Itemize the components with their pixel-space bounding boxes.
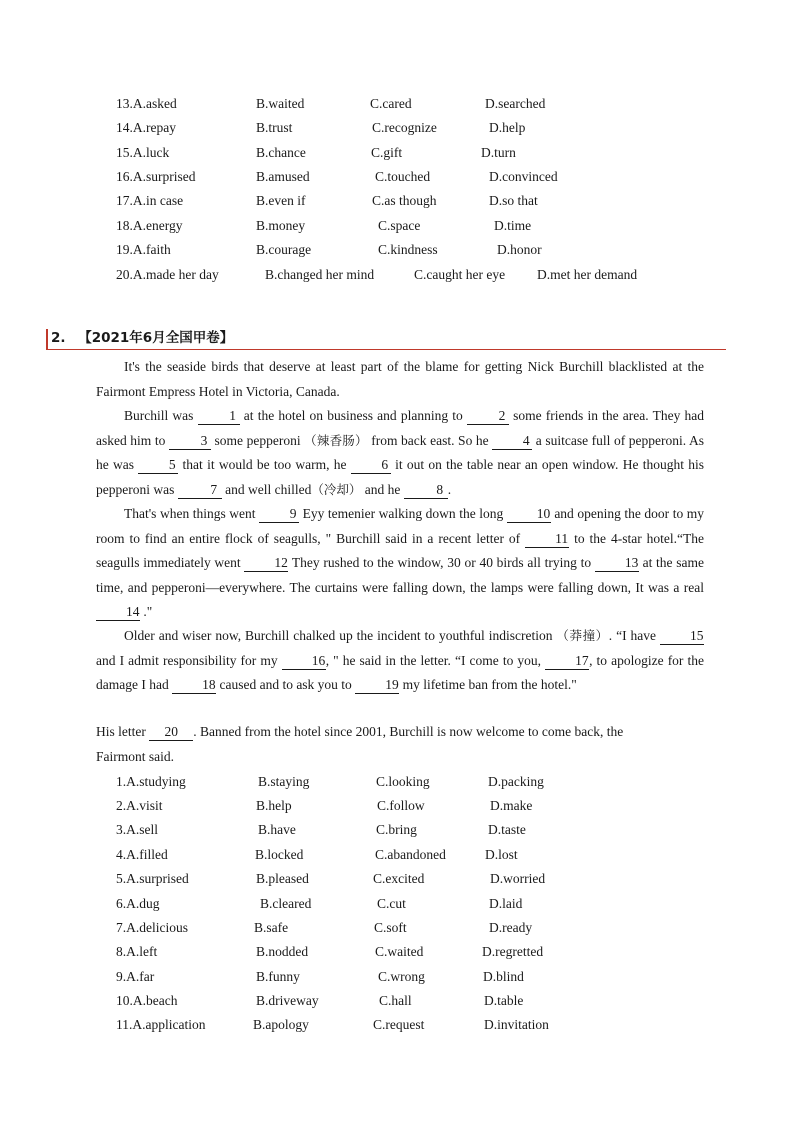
option-a: 8.A.left — [116, 944, 158, 959]
option-b: B.money — [256, 218, 306, 233]
paragraph-4: Older and wiser now, Burchill chalked up the incident to youthful indiscretion （莽撞）. “I have 15 and I admit responsibility for my 16, " he said in the letter. “I come to you, 17, to apologize for the damage I had 18 caused and to ask you to 19 my lifetime ban from the hotel." — [96, 628, 705, 692]
option-d: D.lost — [485, 847, 518, 862]
option-c: C.looking — [376, 774, 430, 789]
blank-3[interactable]: 3 — [169, 432, 211, 450]
option-a: 16.A.surprised — [116, 169, 196, 184]
option-a: 11.A.application — [116, 1017, 206, 1032]
option-b: B.changed her mind — [265, 267, 375, 282]
option-b: B.have — [258, 822, 296, 837]
blank-11[interactable]: 11 — [525, 530, 569, 548]
option-a: 18.A.energy — [116, 218, 183, 233]
blank-13[interactable]: 13 — [595, 554, 639, 572]
option-a: 5.A.surprised — [116, 871, 189, 886]
option-d: D.worried — [490, 871, 546, 886]
option-a: 4.A.filled — [116, 847, 168, 862]
option-c: C.as though — [372, 193, 437, 208]
option-b: B.driveway — [256, 993, 319, 1008]
blank-1[interactable]: 1 — [198, 407, 240, 425]
option-d: D.honor — [497, 242, 542, 257]
option-a: 3.A.sell — [116, 822, 158, 837]
paragraph-5-line-2: Fairmont said. — [96, 749, 174, 764]
blank-15[interactable]: 15 — [660, 627, 704, 645]
section-title: 【2021年6月全国甲卷】 — [78, 330, 234, 346]
option-c: C.recognize — [372, 120, 437, 135]
option-c: C.gift — [371, 145, 403, 160]
paragraph-2: Burchill was 1 at the hotel on business and planning to 2 some friends in the area. They had asked him to 3 some pepperoni （辣香肠） from back east. So he 4 a suitcase full of pepperoni. As he was 5 that it would be too warm, he 6 it out on the table near an open window. He thought his pepperoni was 7 and well chilled（冷却） and he 8 . — [96, 408, 704, 497]
option-a: 19.A.faith — [116, 242, 171, 257]
option-a: 20.A.made her day — [116, 267, 219, 282]
option-a: 15.A.luck — [116, 145, 170, 160]
option-c: C.soft — [374, 920, 407, 935]
option-d: D.ready — [489, 920, 533, 935]
option-d: D.table — [484, 993, 524, 1008]
blank-12[interactable]: 12 — [244, 554, 288, 572]
option-c: C.abandoned — [375, 847, 446, 862]
option-c: C.kindness — [378, 242, 438, 257]
option-b: B.even if — [256, 193, 306, 208]
option-b: B.help — [256, 798, 292, 813]
section-number: 2. — [51, 330, 66, 346]
option-c: C.excited — [373, 871, 425, 886]
option-d: D.taste — [488, 822, 526, 837]
option-a: 13.A.asked — [116, 96, 177, 111]
blank-5[interactable]: 5 — [138, 456, 178, 474]
option-d: D.convinced — [489, 169, 558, 184]
option-a: 14.A.repay — [116, 120, 176, 135]
option-b: B.funny — [256, 969, 300, 984]
blank-20[interactable]: 20 — [149, 723, 193, 741]
option-b: B.nodded — [256, 944, 309, 959]
option-d: D.make — [490, 798, 533, 813]
option-b: B.safe — [254, 920, 289, 935]
option-a: 10.A.beach — [116, 993, 178, 1008]
option-c: C.wrong — [378, 969, 425, 984]
option-d: D.blind — [483, 969, 524, 984]
option-a: 9.A.far — [116, 969, 155, 984]
option-b: B.locked — [255, 847, 304, 862]
option-c: C.waited — [375, 944, 424, 959]
option-b: B.amused — [256, 169, 310, 184]
option-c: C.cut — [377, 896, 406, 911]
option-b: B.trust — [256, 120, 293, 135]
option-a: 6.A.dug — [116, 896, 160, 911]
option-d: D.help — [489, 120, 526, 135]
option-c: C.caught her eye — [414, 267, 506, 282]
option-c: C.bring — [376, 822, 417, 837]
blank-17[interactable]: 17 — [545, 652, 589, 670]
blank-7[interactable]: 7 — [178, 481, 222, 499]
option-d: D.so that — [489, 193, 538, 208]
option-c: C.follow — [377, 798, 425, 813]
option-a: 1.A.studying — [116, 774, 186, 789]
option-b: B.courage — [256, 242, 312, 257]
option-d: D.regretted — [482, 944, 544, 959]
option-b: B.staying — [258, 774, 310, 789]
option-b: B.waited — [256, 96, 305, 111]
option-b: B.pleased — [256, 871, 309, 886]
option-d: D.met her demand — [537, 267, 638, 282]
option-a: 2.A.visit — [116, 798, 163, 813]
option-d: D.packing — [488, 774, 544, 789]
paragraph-1: It's the seaside birds that deserve at least part of the blame for getting Nick Burchill blacklisted at the Fairmont Empress Hotel in Victoria, Canada. — [96, 359, 704, 399]
paragraph-5-line-1: His letter 20 . Banned from the hotel since 2001, Burchill is now welcome to come back, the — [96, 724, 624, 739]
option-b: B.apology — [253, 1017, 309, 1032]
option-d: D.turn — [481, 145, 516, 160]
blank-18[interactable]: 18 — [172, 676, 216, 694]
option-d: D.laid — [489, 896, 523, 911]
blank-19[interactable]: 19 — [355, 676, 399, 694]
section-heading — [46, 329, 726, 350]
blank-14[interactable]: 14 — [96, 603, 140, 621]
option-c: C.request — [373, 1017, 425, 1032]
option-d: D.invitation — [484, 1017, 549, 1032]
option-b: B.cleared — [260, 896, 312, 911]
blank-2[interactable]: 2 — [467, 407, 509, 425]
blank-6[interactable]: 6 — [351, 456, 391, 474]
option-c: C.cared — [370, 96, 412, 111]
option-c: C.space — [378, 218, 421, 233]
blank-8[interactable]: 8 — [404, 481, 448, 499]
blank-10[interactable]: 10 — [507, 505, 551, 523]
blank-4[interactable]: 4 — [492, 432, 532, 450]
option-d: D.searched — [485, 96, 546, 111]
option-a: 7.A.delicious — [116, 920, 188, 935]
blank-16[interactable]: 16 — [282, 652, 326, 670]
option-d: D.time — [494, 218, 532, 233]
option-a: 17.A.in case — [116, 193, 184, 208]
option-b: B.chance — [256, 145, 306, 160]
option-c: C.hall — [379, 993, 412, 1008]
blank-9[interactable]: 9 — [259, 505, 299, 523]
paragraph-3: That's when things went 9 Eyy temenier walking down the long 10 and opening the door to my room to find an entire flock of seagulls, " Burchill said in a recent letter of 11 to the 4-star hotel.“The seagulls immediately went 12 They rushed to the window, 30 or 40 birds all trying to 13 at the same time, and pepperoni—everywhere. The curtains were falling down, the lamps were falling down, It was a real 14 ." — [96, 506, 705, 619]
option-c: C.touched — [375, 169, 431, 184]
